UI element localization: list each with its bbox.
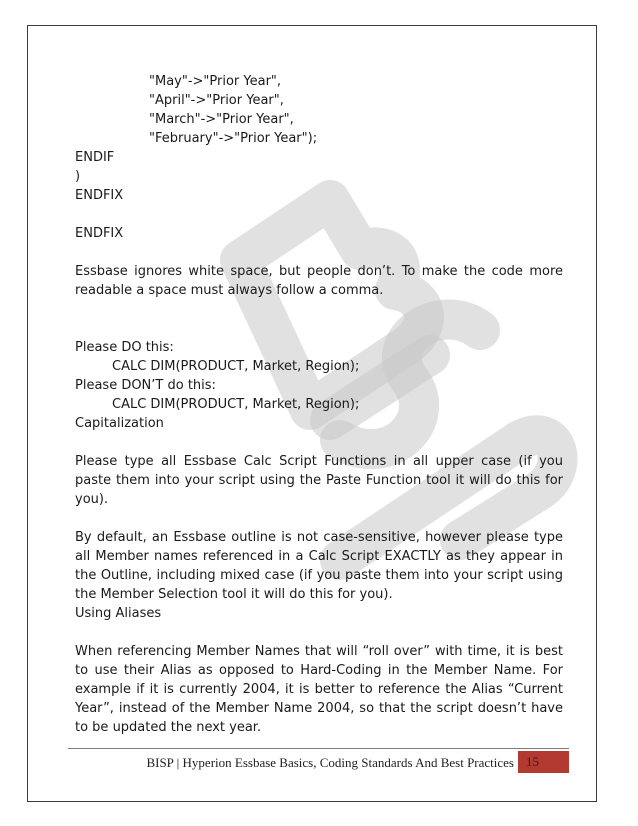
paragraph-upper-case: Please type all Essbase Calc Script Functions in all upper case (if you paste them into your script using the Paste Function tool it will do this for you).: [75, 454, 563, 507]
code-line: "April"->"Prior Year",: [149, 93, 284, 108]
code-line: "May"->"Prior Year",: [149, 74, 282, 89]
heading-capitalization: Capitalization: [75, 416, 164, 431]
footer-title: BISP | Hyperion Essbase Basics, Coding Standards And Best Practices: [146, 755, 514, 770]
paragraph-whitespace: Essbase ignores white space, but people don’t. To make the code more readable a space must always follow a comma.: [75, 264, 563, 298]
code-line: ): [75, 169, 81, 184]
heading-using-aliases: Using Aliases: [75, 606, 162, 621]
paragraph-aliases: When referencing Member Names that will “roll over” with time, it is best to use their Alias as opposed to Hard-Coding in the Member Name. For example if it is currently 2004, it is better to reference the Alias “Current Year”, instead of the Member Name 2004, so that the script doesn’t have to be updated the next year.: [75, 644, 563, 735]
code-line: "March"->"Prior Year",: [149, 112, 294, 127]
code-line: ENDIF: [75, 150, 115, 165]
do-code-example: CALC DIM(PRODUCT, Market, Region);: [112, 359, 360, 374]
footer-divider: [68, 748, 569, 749]
dont-label: Please DON’T do this:: [75, 378, 216, 393]
page-content: [75, 72, 563, 737]
dont-code-example: CALC DIM(PRODUCT, Market, Region);: [112, 397, 360, 412]
do-label: Please DO this:: [75, 340, 174, 355]
code-line: ENDFIX: [75, 188, 124, 203]
page-number: 15: [518, 751, 569, 773]
code-line: ENDFIX: [75, 226, 124, 241]
paragraph-case-sensitivity: By default, an Essbase outline is not case-sensitive, however please type all Member names referenced in a Calc Script EXACTLY as they appear in the Outline, including mixed case (if you paste them into your script using the Member Selection tool it will do this for you).: [75, 530, 563, 602]
code-line: "February"->"Prior Year");: [149, 131, 318, 146]
